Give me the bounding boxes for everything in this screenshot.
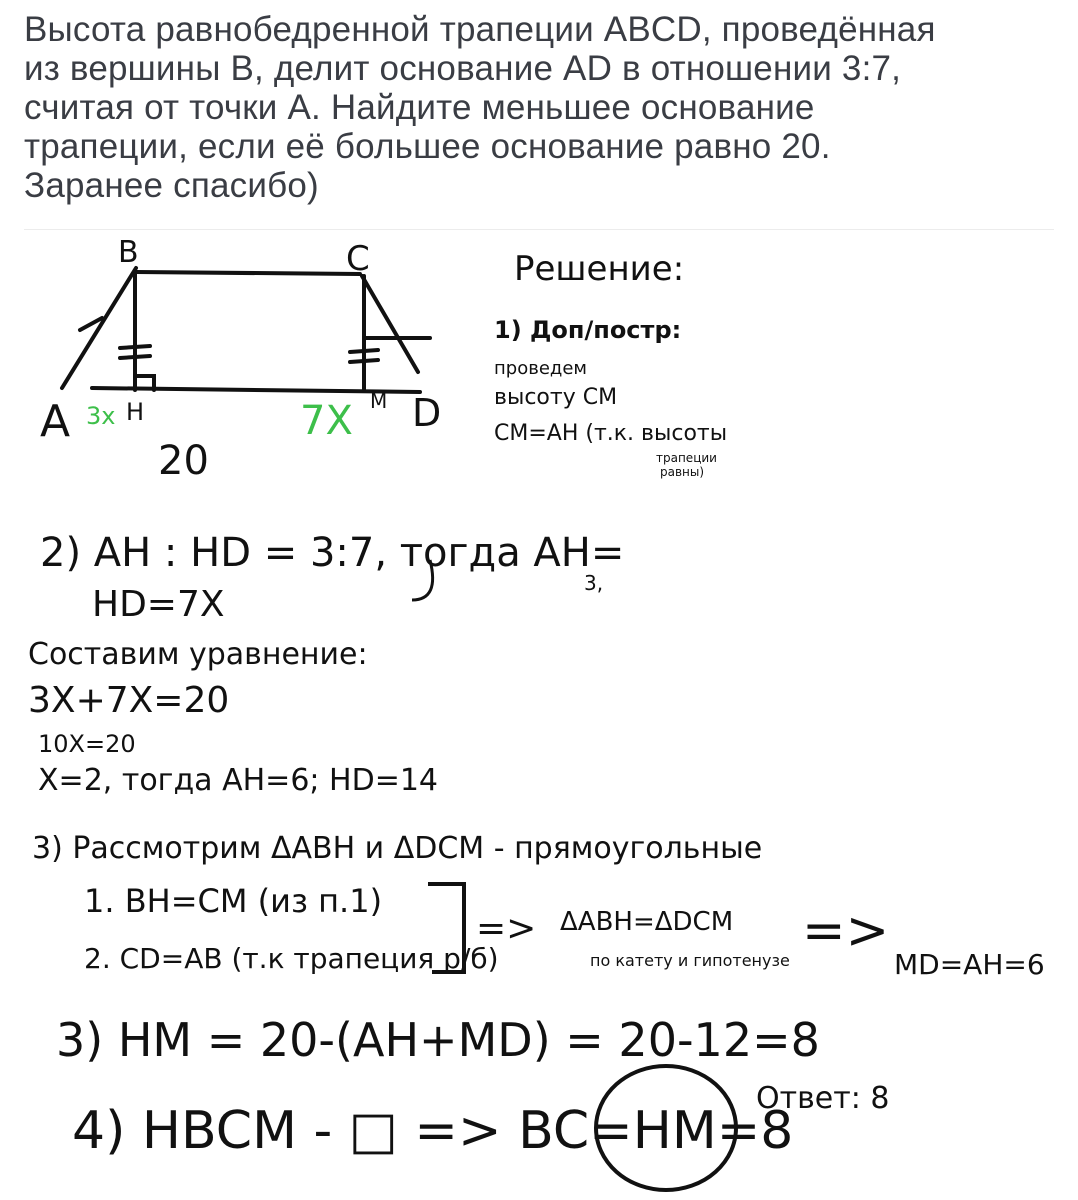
step3-result: ΔABH=ΔDCM <box>560 907 734 937</box>
step1-title: 1) Доп/постр: <box>494 316 682 344</box>
solution-header: Решение: <box>514 249 685 289</box>
label-C: C <box>346 239 370 279</box>
label-A: A <box>40 396 71 447</box>
base-BC <box>136 272 360 274</box>
label-H: H <box>126 398 145 426</box>
step3-arrow: => <box>476 908 537 949</box>
step2-fraction: 3, <box>584 571 604 595</box>
side-AB <box>62 268 136 388</box>
step3b-line: 3) HM = 20-(AH+MD) = 20-12=8 <box>56 1013 820 1067</box>
side-CD <box>362 276 418 372</box>
step2-line: 2) AH : HD = 3:7, тогда AH= <box>40 530 625 576</box>
step1-line: высоту CM <box>494 385 618 410</box>
equation-title: Составим уравнение: <box>28 637 368 672</box>
answer: Ответ: 8 <box>756 1081 890 1116</box>
step3-conclusion: MD=AH=6 <box>894 948 1045 981</box>
segment-3x: 3x <box>86 402 116 430</box>
step1-line: трапеции <box>656 451 717 465</box>
label-M: M <box>370 389 388 413</box>
question-line: трапеции, если её большее основание равно 20. <box>24 127 831 166</box>
step1-line: равны) <box>660 465 705 479</box>
base-length: 20 <box>158 438 209 484</box>
step1-line: проведем <box>494 358 587 379</box>
step4-line: 4) HBCM - □ => BC=HM=8 <box>72 1101 794 1161</box>
segment-7x: 7X <box>300 398 353 444</box>
step1-line: CM=AH (т.к. высоты <box>494 421 728 446</box>
question-line: Высота равнобедренной трапеции ABCD, проведённая <box>24 10 936 49</box>
equation-line: 3X+7X=20 <box>28 680 230 721</box>
step3-title: 3) Рассмотрим ΔABH и ΔDCM - прямоугольные <box>32 831 763 866</box>
question-line: Заранее спасибо) <box>24 166 319 205</box>
label-B: B <box>118 235 139 270</box>
trapezoid-figure <box>62 268 430 392</box>
step2-line: HD=7X <box>92 584 225 625</box>
step3-item: 1. BH=CM (из п.1) <box>84 882 383 920</box>
label-D: D <box>412 391 442 435</box>
question-line: считая от точки A. Найдите меньшее основание <box>24 88 815 127</box>
step3-note: по катету и гипотенузе <box>590 951 790 970</box>
step3-arrow: => <box>802 901 890 961</box>
step3-item: 2. CD=AB (т.к трапеция р/б) <box>84 942 499 975</box>
equation-line: 10X=20 <box>38 730 136 758</box>
question-line: из вершины B, делит основание AD в отношении 3:7, <box>24 49 902 88</box>
equation-line: X=2, тогда AH=6; HD=14 <box>38 763 439 798</box>
